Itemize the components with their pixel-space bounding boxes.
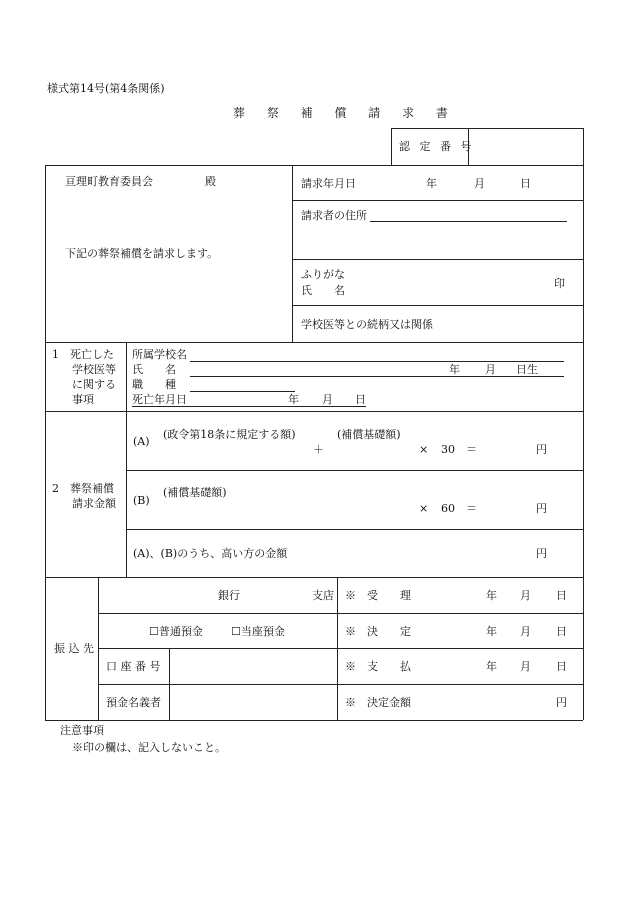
office-shiharai-label: ※ 支 払 bbox=[345, 660, 411, 673]
school-label: 所属学校名 bbox=[132, 348, 187, 361]
addressee-org: 亘理町教育委員会 bbox=[65, 175, 153, 188]
claimant-name-label: 氏 名 bbox=[301, 284, 345, 297]
deceased-name-label: 氏 名 bbox=[132, 363, 176, 376]
a-yen: 円 bbox=[536, 443, 547, 456]
office-amount-label: ※ 決定金額 bbox=[345, 696, 411, 709]
relation-label: 学校医等との続柄又は関係 bbox=[301, 318, 433, 331]
a-factor: 30 bbox=[441, 443, 455, 456]
death-date-label: 死亡年月日 bbox=[132, 393, 187, 406]
juri-year: 年 bbox=[486, 589, 497, 602]
death-day: 日 bbox=[355, 393, 366, 406]
juri-day: 日 bbox=[556, 589, 567, 602]
a-label-1: (政令第18条に規定する額) bbox=[163, 428, 296, 441]
shiharai-year: 年 bbox=[486, 660, 497, 673]
b-factor: 60 bbox=[441, 502, 455, 515]
section1-heading-1: 1 死亡した bbox=[52, 348, 114, 361]
b-equals: ＝ bbox=[466, 502, 477, 515]
juri-month: 月 bbox=[520, 589, 531, 602]
section1-heading-4: 事項 bbox=[72, 393, 94, 406]
transfer-heading: 振 込 先 bbox=[54, 642, 94, 655]
shiharai-day: 日 bbox=[556, 660, 567, 673]
a-times: × bbox=[419, 443, 429, 456]
seal-mark: 印 bbox=[554, 277, 565, 290]
a-equals: ＝ bbox=[466, 443, 477, 456]
addressee-honorific: 殿 bbox=[205, 175, 216, 188]
office-juri-label: ※ 受 理 bbox=[345, 589, 411, 602]
b-mark: (B) bbox=[133, 494, 150, 507]
higher-yen: 円 bbox=[536, 547, 547, 560]
shiharai-month: 月 bbox=[520, 660, 531, 673]
office-kettei-label: ※ 決 定 bbox=[345, 625, 411, 638]
b-yen: 円 bbox=[536, 502, 547, 515]
claim-day: 日 bbox=[520, 177, 531, 190]
b-label: (補償基礎額) bbox=[163, 486, 227, 499]
b-times: × bbox=[419, 502, 429, 515]
death-month: 月 bbox=[322, 393, 333, 406]
section1-heading-2: 学校医等 bbox=[72, 363, 116, 376]
nintei-label: 認 定 番 号 bbox=[399, 140, 475, 153]
account-holder-label: 預金名義者 bbox=[106, 696, 161, 709]
section2-heading-2: 請求金額 bbox=[72, 497, 116, 510]
amount-yen: 円 bbox=[556, 696, 567, 709]
form-number: 様式第14号(第4条関係) bbox=[47, 82, 165, 95]
account-number-label: 口 座 番 号 bbox=[106, 660, 161, 673]
current-deposit-checkbox[interactable]: ☐当座預金 bbox=[231, 625, 285, 638]
address-label: 請求者の住所 bbox=[301, 209, 367, 222]
branch-label: 支店 bbox=[312, 589, 334, 602]
a-mark: (A) bbox=[133, 435, 150, 448]
a-plus: ＋ bbox=[313, 443, 324, 456]
a-label-2: (補償基礎額) bbox=[337, 428, 401, 441]
birth-year: 年 bbox=[449, 363, 460, 376]
claim-date-label: 請求年月日 bbox=[301, 177, 356, 190]
notes-heading: 注意事項 bbox=[60, 724, 104, 737]
birth-day: 日生 bbox=[516, 363, 538, 376]
ordinary-deposit-checkbox[interactable]: ☐普通預金 bbox=[149, 625, 203, 638]
bank-label: 銀行 bbox=[218, 589, 240, 602]
birth-month: 月 bbox=[485, 363, 496, 376]
notes-text: ※印の欄は、記入しないこと。 bbox=[72, 741, 226, 754]
death-year: 年 bbox=[288, 393, 299, 406]
claim-month: 月 bbox=[474, 177, 485, 190]
page-title: 葬 祭 補 償 請 求 書 bbox=[233, 106, 457, 120]
job-label: 職 種 bbox=[132, 378, 176, 391]
section2-heading-1: 2 葬祭補償 bbox=[52, 482, 114, 495]
claim-year: 年 bbox=[426, 177, 437, 190]
higher-label: (A)、(B)のうち、高い方の金額 bbox=[133, 547, 288, 560]
request-statement: 下記の葬祭補償を請求します。 bbox=[65, 247, 219, 260]
kettei-day: 日 bbox=[556, 625, 567, 638]
section1-heading-3: に関する bbox=[72, 378, 116, 391]
kettei-month: 月 bbox=[520, 625, 531, 638]
kettei-year: 年 bbox=[486, 625, 497, 638]
furigana-label: ふりがな bbox=[301, 268, 345, 281]
